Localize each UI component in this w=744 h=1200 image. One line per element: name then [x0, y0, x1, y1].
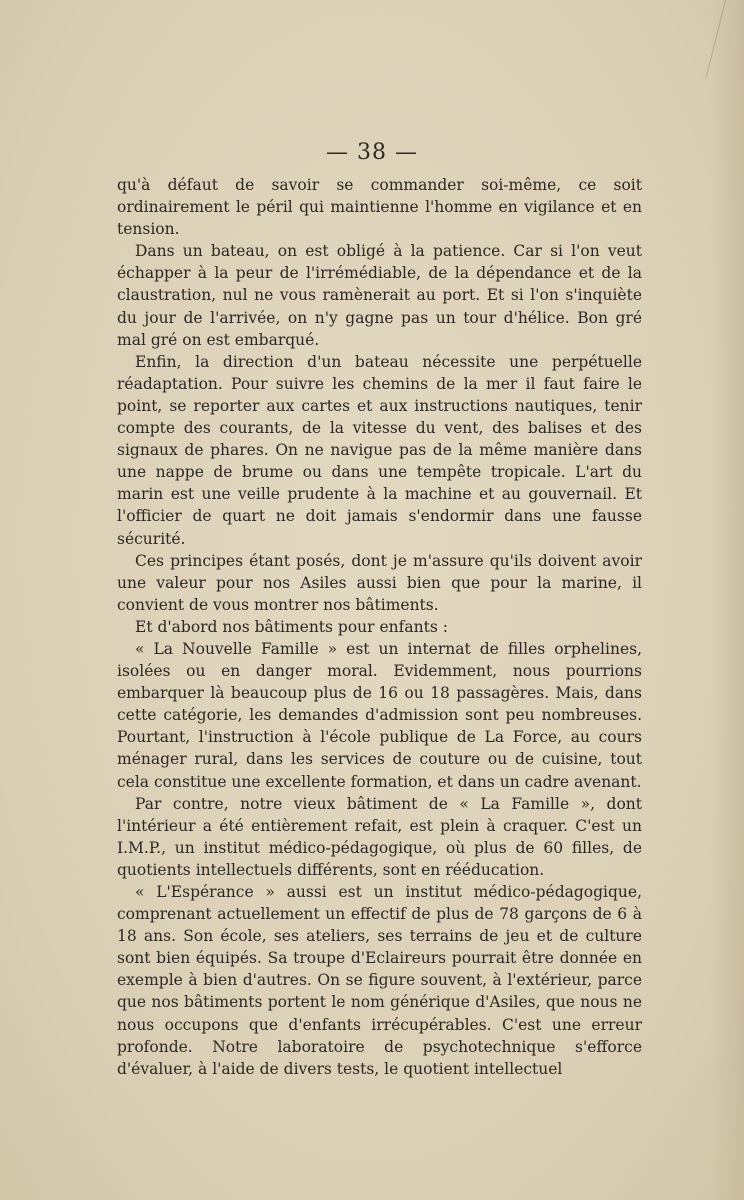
paragraph: Enfin, la direction d'un bateau nécessite une perpétuelle réadaptation. Pour suivre les chemins de la mer il faut faire le point, se reporter aux cartes et aux instructions nautiques, tenir compte des courants, de la vitesse du vent, des balises et des signaux de phares. On ne navigue pas de la même manière dans une nappe de brume ou dans une tempête tropicale. L'art du marin est une veille prudente à la machine et au gouvernail. Et l'officier de quart ne doit jamais s'endormir dans une fausse sécurité. [117, 352, 642, 548]
paragraph: Et d'abord nos bâtiments pour enfants : [135, 617, 448, 636]
body-text [117, 174, 642, 1080]
paragraph: Ces principes étant posés, dont je m'assure qu'ils doivent avoir une valeur pour nos Asiles aussi bien que pour la marine, il convient de vous montrer nos bâtiments. [117, 551, 642, 614]
paragraph: « La Nouvelle Famille » est un internat de filles orphelines, isolées ou en danger moral. Evidemment, nous pourrions embarquer là beaucoup plus de 16 ou 18 passagères. Mais, dans cette catégorie, les demandes d'admission sont peu nombreuses. Pourtant, l'instruction à l'école publique de La Force, au cours ménager rural, dans les services de couture ou de cuisine, tout cela constitue une excellente formation, et dans un cadre avenant. [117, 639, 642, 791]
paragraph: « L'Espérance » aussi est un institut médico-pédagogique, comprenant actuellement un effectif de plus de 78 garçons de 6 à 18 ans. Son école, ses ateliers, ses terrains de jeu et de culture sont bien équipés. Sa troupe d'Eclaireurs pourrait être donnée en exemple à bien d'autres. On se figure souvent, à l'extérieur, parce que nos bâtiments portent le nom générique d'Asiles, que nous ne nous occupons que d'enfants irrécupérables. C'est une erreur profonde. Notre laboratoire de psychotechnique s'efforce d'évaluer, à l'aide de divers tests, le quotient intellectuel [117, 883, 642, 1078]
paragraph: Par contre, notre vieux bâtiment de « La Famille », dont l'intérieur a été entièrement refait, est plein à craquer. C'est un I.M.P., un institut médico-pédagogique, où plus de 60 filles, de quotients intellectuels différents, sont en rééducation. [117, 794, 642, 879]
paragraph: qu'à défaut de savoir se commander soi-même, ce soit ordinairement le péril qui maintienne l'homme en vigilance et en tension. [117, 176, 642, 239]
page-number: — 38 — [326, 140, 418, 165]
page-edge-shadow [710, 0, 744, 1200]
paragraph: Dans un bateau, on est obligé à la patience. Car si l'on veut échapper à la peur de l'irrémédiable, de la dépendance et de la claustration, nul ne vous ramènerait au port. Et si l'on s'inquiète du jour de l'arrivée, on n'y gagne pas un tour d'hélice. Bon gré mal gré on est embarqué. [117, 242, 642, 349]
